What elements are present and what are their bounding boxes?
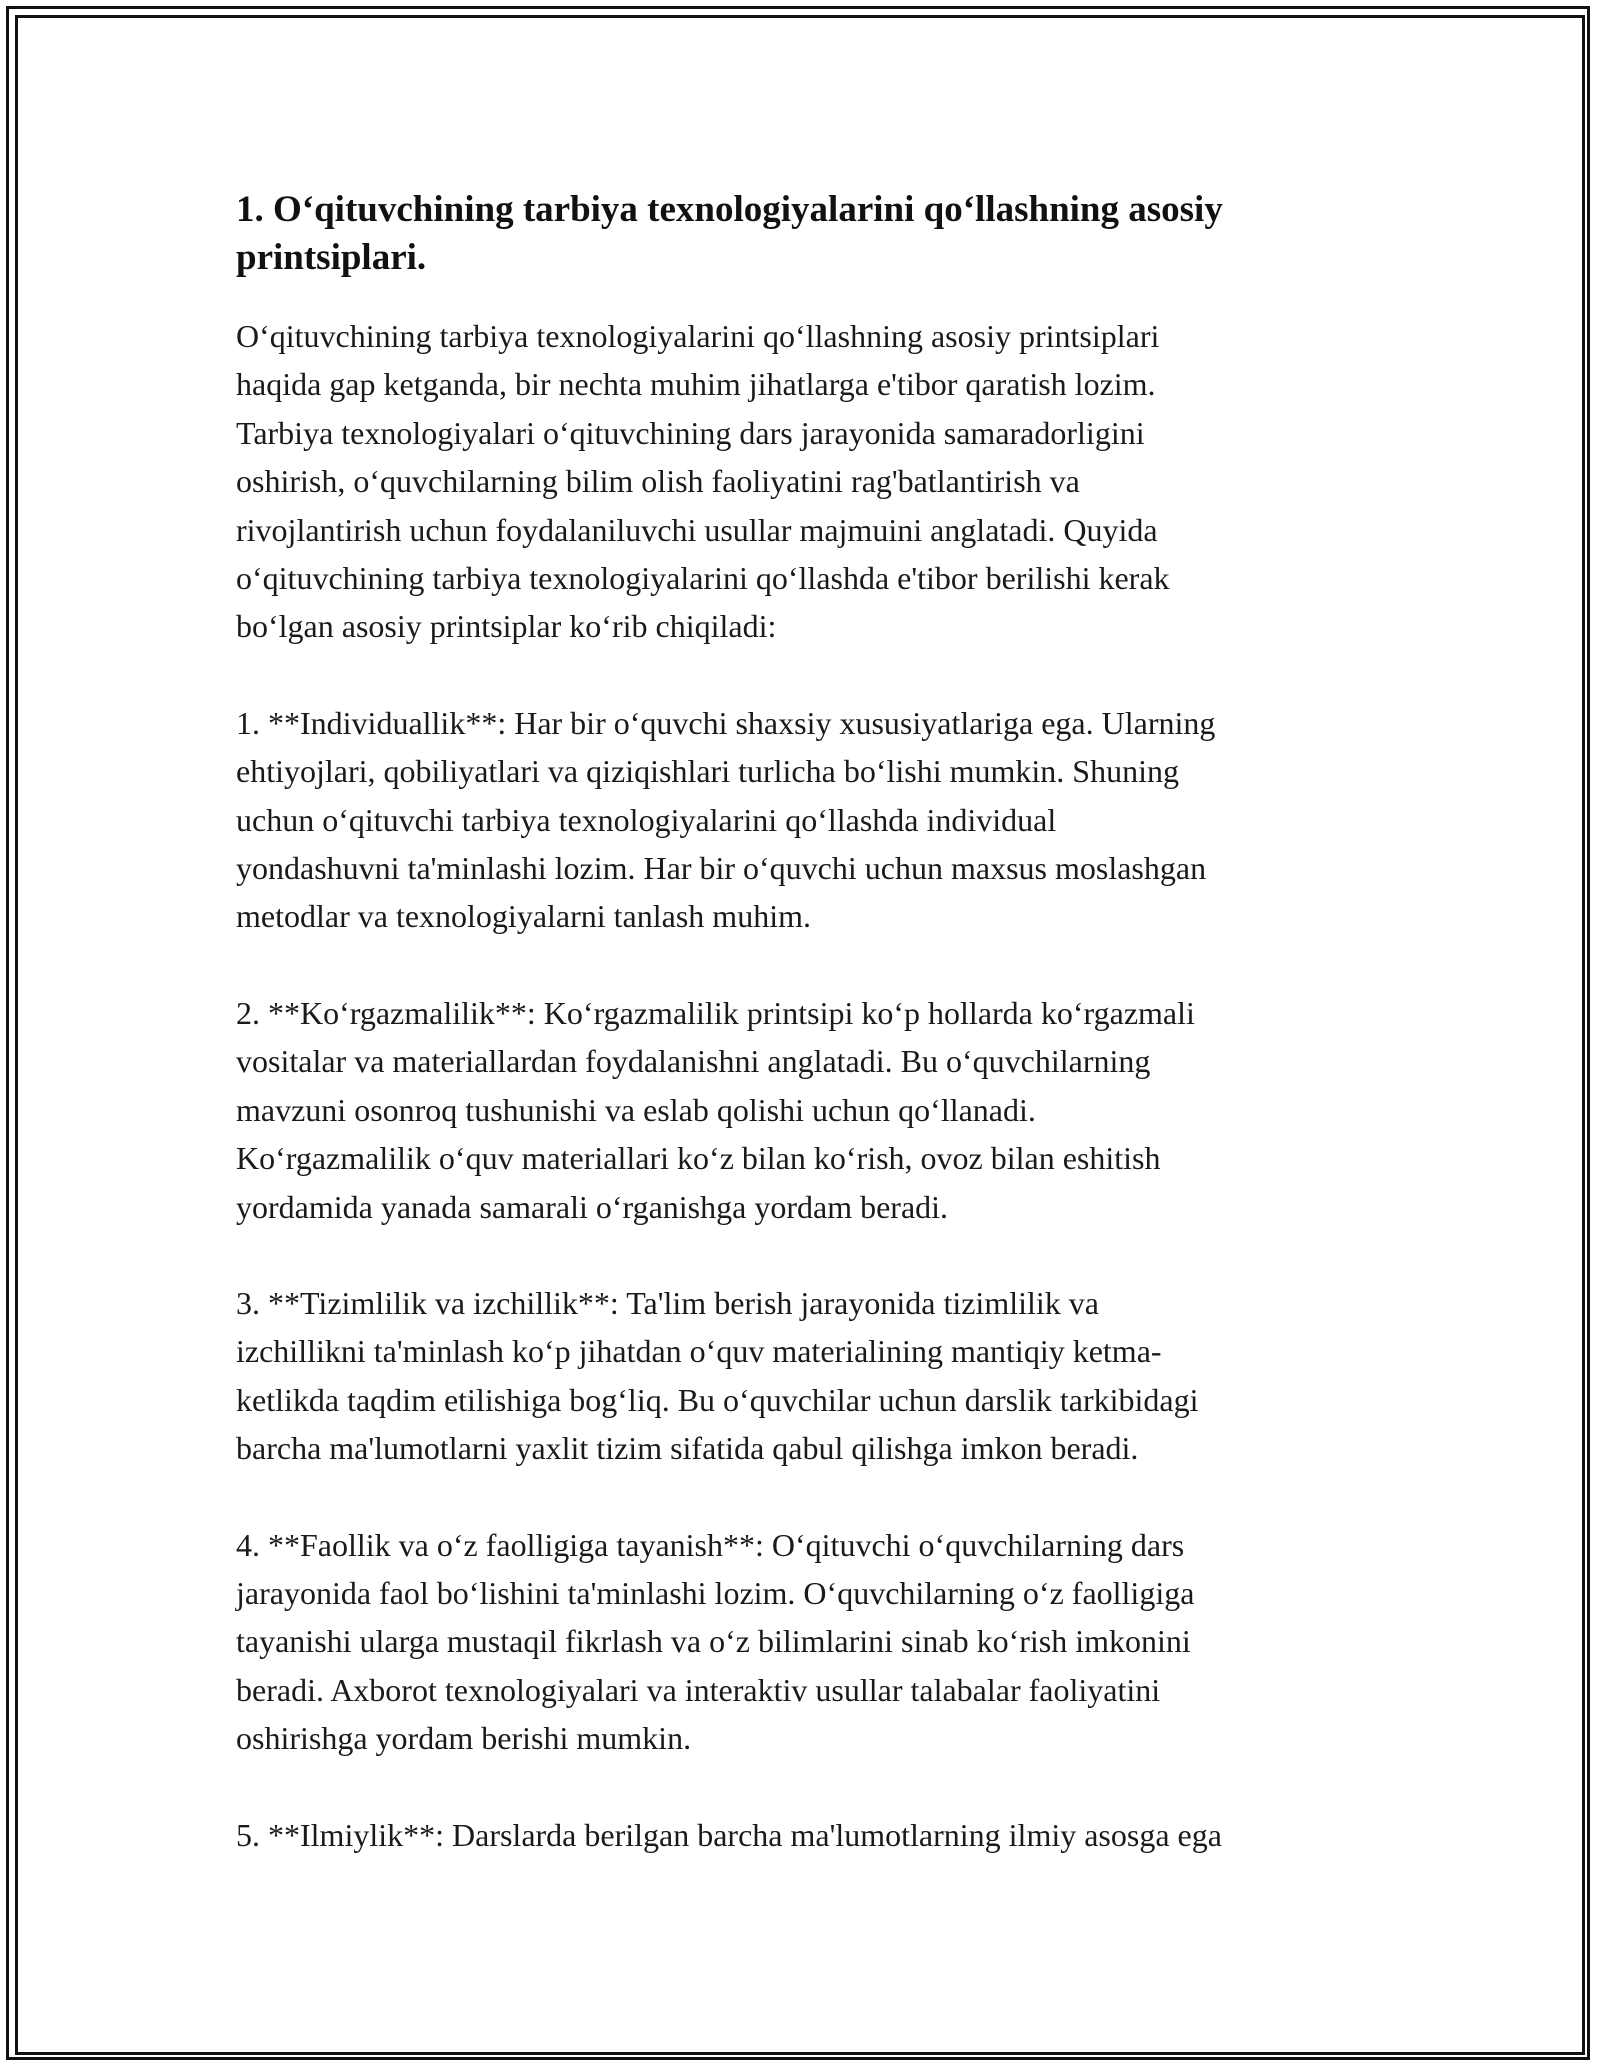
principle-faollik: 4. **Faollik va o‘z faolligiga tayanish**: O‘qituvchi o‘quvchilarning dars jarayonida faol bo‘lishini ta'minlashi lozim. O‘quvchilarning o‘z faolligiga tayanishi ularga mustaqil fikrlash va o‘z bilimlarini sinab ko‘rish imkonini beradi. Axborot texnologiyalari va interaktiv usullar talabalar faoliyatini oshirishga yordam berishi mumkin. [236, 1526, 1195, 1757]
intro-paragraph: O‘qituvchining tarbiya texnologiyalarini qo‘llashning asosiy printsiplari haqida gap ketganda, bir nechta muhim jihatlarga e'tibor qaratish lozim. Tarbiya texnologiyalari o‘qituvchining dars jarayonida samaradorligini oshirish, o‘quvchilarning bilim olish faoliyatini rag'batlantirish va rivojlantirish uchun foydalaniluvchi usullar majmuini anglatadi. Quyida o‘qituvchining tarbiya texnologiyalarini qo‘llashda e'tibor berilishi kerak bo‘lgan asosiy printsiplar ko‘rib chiqiladi: [236, 318, 1170, 645]
document-body [236, 186, 1376, 1907]
principle-individuallik: 1. **Individuallik**: Har bir o‘quvchi shaxsiy xususiyatlariga ega. Ularning ehtiyojlari, qobiliyatlari va qiziqishlari turlicha bo‘lishi mumkin. Shuning uchun o‘qituvchi tarbiya texnologiyalarini qo‘llashda individual yondashuvni ta'minlashi lozim. Har bir o‘quvchi uchun maxsus moslashgan metodlar va texnologiyalarni tanlash muhim. [236, 704, 1216, 935]
document-title: 1. O‘qituvchining tarbiya texnologiyalarini qo‘llashning asosiy printsiplari. [236, 189, 1223, 278]
principle-tizimlilik: 3. **Tizimlilik va izchillik**: Ta'lim berish jarayonida tizimlilik va izchillikni ta'minlash ko‘p jihatdan o‘quv materialining mantiqiy ketma- ketlikda taqdim etilishiga bog‘liq. Bu o‘quvchilar uchun darslik tarkibidagi barcha ma'lumotlarni yaxlit tizim sifatida qabul qilishga imkon beradi. [236, 1284, 1199, 1467]
principle-ilmiylik: 5. **Ilmiylik**: Darslarda berilgan barcha ma'lumotlarning ilmiy asosga ega [236, 1816, 1222, 1853]
principle-korgazmalilik: 2. **Ko‘rgazmalilik**: Ko‘rgazmalilik printsipi ko‘p hollarda ko‘rgazmali vositalar va materiallardan foydalanishni anglatadi. Bu o‘quvchilarning mavzuni osonroq tushunishi va eslab qolishi uchun qo‘llanadi. Ko‘rgazmalilik o‘quv materiallari ko‘z bilan ko‘rish, ovoz bilan eshitish yordamida yanada samarali o‘rganishga yordam beradi. [236, 994, 1195, 1225]
